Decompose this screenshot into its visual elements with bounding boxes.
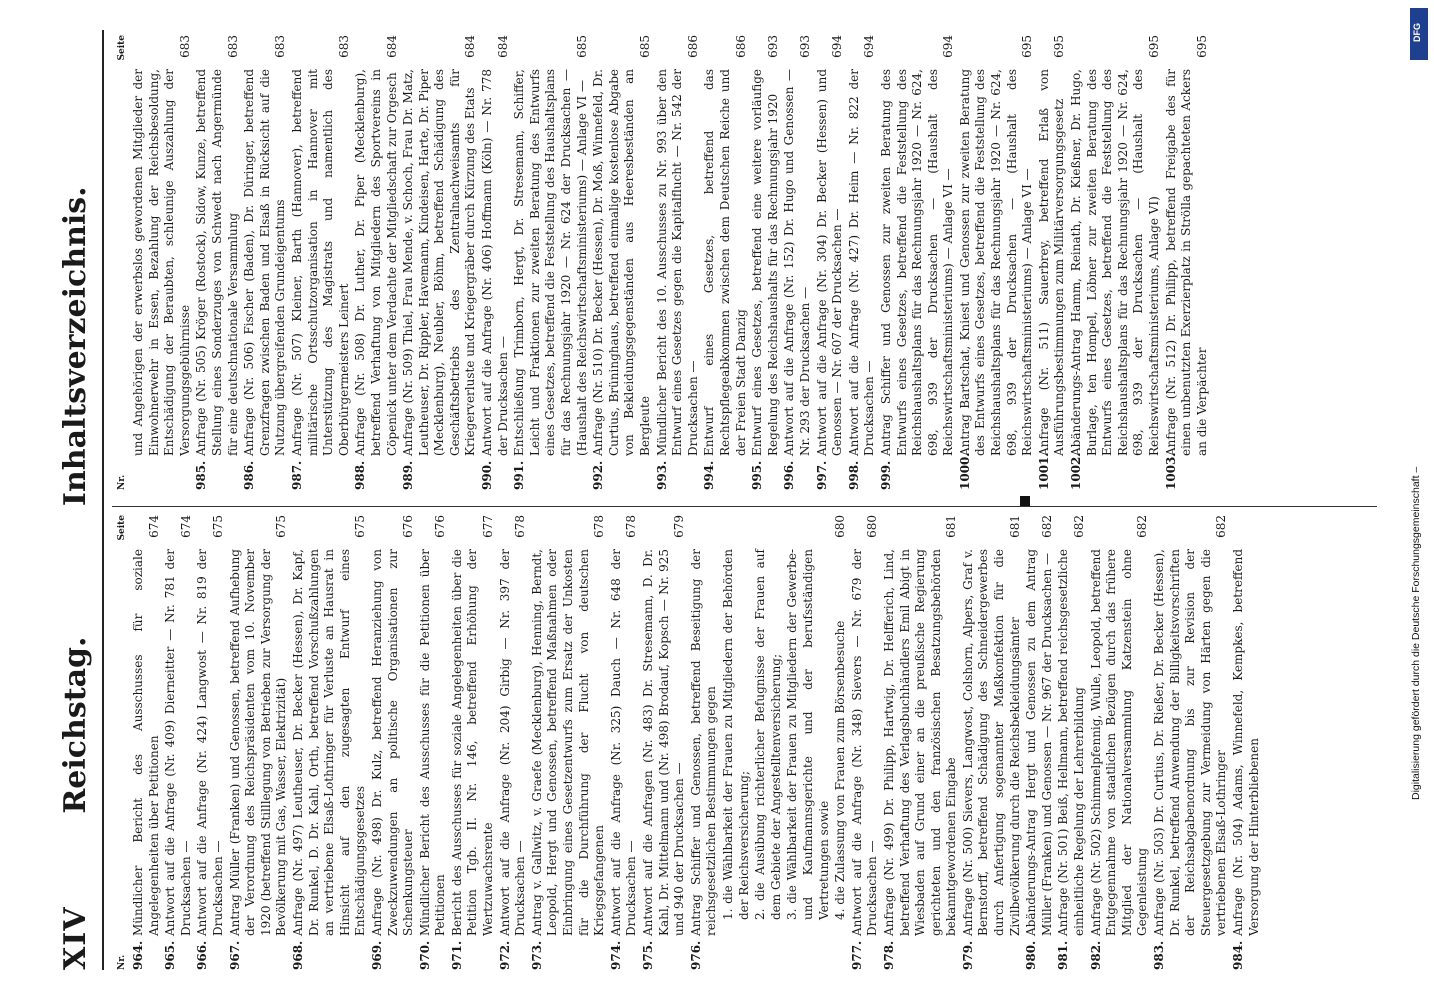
toc-entry (370, 515, 417, 970)
toc-entry (753, 515, 784, 970)
entry-page: 682 (1214, 515, 1229, 538)
right-column-header (115, 35, 129, 490)
right-column (115, 35, 1375, 490)
entry-page: 682 (1135, 515, 1150, 538)
entry-number: 994. (702, 460, 717, 490)
entry-text: Anfrage (Nr. 507) Kleiner, Barth (Hannover), betreffend militärische Ortsschutzorganisation in Hannover mit Unterstützung des Magistrats und namentlich des Oberbürgermeisters Leinert (289, 69, 351, 456)
entry-text: Antwort auf die Anfrage (Nr. 427) Dr. Heim — Nr. 822 der Drucksachen — (846, 69, 877, 456)
entry-number: 982. (1088, 940, 1103, 970)
page-header (58, 30, 98, 970)
entry-number: 1003. (1163, 452, 1178, 490)
entry-page: 678 (624, 515, 639, 538)
entry-page: 695 (1052, 35, 1067, 58)
entry-page: 676 (401, 515, 416, 538)
seite-header: Seite (117, 515, 127, 541)
entry-text: Antwort auf die Anfrage (Nr. 152) Dr. Hugo und Genossen — Nr. 293 der Drucksachen — (782, 69, 812, 456)
entry-text: Anfrage (Nr. 500) Sievers, Langwost, Colshorn, Alpers, Graf v. Bernstorff, betreffend Schädigung des Schneidergewerbes durch Anfertigung sogenannter Maßkonfektion für die Zivilbevölkerung durch die Reichsbekleidungsämter (960, 549, 1022, 936)
toc-entry (195, 515, 226, 970)
entry-text: Antwort auf die Anfrage (Nr. 304) Dr. Becker (Hessen) und Genossen — Nr. 607 der Drucksachen — (814, 69, 845, 456)
entry-number: 999. (878, 460, 893, 490)
entry-page: 685 (574, 35, 589, 58)
entry-page: 683 (336, 35, 351, 58)
toc-entry (1069, 35, 1163, 490)
entry-number: 990. (480, 460, 495, 490)
toc-entry (689, 515, 720, 970)
entry-number: 983. (1152, 940, 1166, 970)
entry-page: 683 (273, 35, 288, 58)
entry-number: 969. (369, 940, 384, 970)
entry-page: 686 (685, 35, 700, 58)
entry-text: 3. die Wählbarkeit der Frauen zu Mitgliedern der Gewerbe- und Kaufmannsgerichte und der berufsständigen Vertretungen sowie (785, 549, 831, 920)
entry-page: 679 (672, 515, 687, 538)
entry-text: Anfrage (Nr. 511) Sauerbrey, betreffend Erlaß von Ausführungsbestimmungen zum Militärversorgungsgesetz (1036, 69, 1067, 456)
toc-entry (131, 515, 162, 970)
entry-page: 695 (1020, 35, 1035, 58)
entry-number: 986. (242, 460, 257, 490)
toc-entry (591, 35, 653, 490)
entry-page: 694 (862, 35, 877, 58)
entry-page: 685 (638, 35, 652, 58)
toc-entry (721, 515, 752, 970)
entry-text: Anfrage (Nr. 508) Dr. Luther, Dr. Piper (Mecklenburg), betreffend Verhaftung von Mitgliedern des Sportvereins in Cöpenick unter dem Verdachte der Mitgliedschaft zur Orgesch (353, 69, 399, 456)
entry-page: 675 (353, 515, 368, 538)
entry-number: 997. (814, 460, 829, 490)
entry-text: Antwort auf die Anfrage (Nr. 204) Girbig — Nr. 397 der Drucksachen — (497, 549, 528, 936)
toc-entry (290, 35, 352, 490)
toc-entry (291, 515, 369, 970)
entry-text: Anfrage (Nr. 504) Adams, Winnefeld, Kempkes, betreffend Versorgung der Hinterbliebenen (1230, 549, 1261, 936)
nr-header: Nr. (117, 474, 127, 490)
entry-number: 967. (227, 940, 242, 970)
toc-entry (785, 515, 832, 970)
entry-number: 996. (782, 460, 797, 490)
entry-text: Bericht des Ausschusses für soziale Angelegenheiten über die Petition Tgb. II. Nr. 146, betreffend Erhöhung der Wertzuwachsrente (449, 549, 496, 936)
entry-number: 992. (591, 460, 606, 490)
entry-page: 678 (592, 515, 607, 538)
entry-number: 995. (750, 460, 765, 490)
entry-text: Antrag v. Gallwitz, v. Graefe (Mecklenburg), Henning, Berndt, Leopold, Hergt und Genossen, betreffend Maßnahmen oder Einbringung eines Gesetzentwurfs zum Ersatz der Unkosten für die Durchführung der Flucht von deutschen Kriegsgefangenen (529, 549, 607, 936)
entry-text: Antwort auf die Anfragen (Nr. 483) Dr. Stresemann, D. Dr. Kahl, Dr. Mittelmann und (Nr. 498) Brodauf, Kopsch — Nr. 925 und 940 der Drucksachen — (641, 549, 687, 936)
toc-entry (228, 515, 290, 970)
toc-entry (609, 515, 640, 970)
entry-text: Anfrage (Nr. 499) Dr. Philipp, Hartwig, Dr. Helfferich, Lind, betreffend Verhaftung des Verlagsbuchhändlers Emil Abigt in Wiesbaden auf Grund einer an die preußische Regierung gerichteten und den französischen Besatzungsbehörden bekanntgewordenen Eingabe (881, 549, 959, 936)
entry-page: 674 (178, 515, 193, 538)
entry-page: 680 (833, 515, 848, 538)
toc-entry (353, 35, 400, 490)
entry-text: Entwurf eines Gesetzes, betreffend das Rechtspflegeabkommen zwischen dem Deutschen Reiche und der Freien Stadt Danzig (702, 69, 748, 456)
header-rule (102, 30, 104, 970)
entry-page: 678 (513, 515, 528, 538)
entry-text: Antwort auf die Anfrage (Nr. 424) Langwost — Nr. 819 der Drucksachen — (195, 549, 225, 936)
entry-page: 680 (865, 515, 880, 538)
entry-number: 968. (290, 940, 305, 970)
left-column-header (115, 515, 129, 970)
column-divider (112, 506, 1377, 507)
entry-text: Mündlicher Bericht des Ausschusses für soziale Angelegenheiten über Petitionen (131, 549, 161, 936)
page-title (58, 30, 93, 970)
entry-page: 675 (210, 515, 225, 538)
entry-number: 993. (654, 460, 669, 490)
toc-entry (530, 515, 608, 970)
entry-number: 964. (131, 940, 145, 970)
toc-entry (1089, 515, 1151, 970)
nr-header: Nr. (117, 954, 127, 970)
entry-text: Mündlicher Bericht des Ausschusses für die Petitionen über Petitionen (417, 549, 448, 936)
entry-number: 965. (163, 940, 178, 970)
toc-entry (480, 35, 511, 490)
entry-number: 991. (512, 460, 527, 490)
toc-entry (450, 515, 497, 970)
entry-page: 684 (495, 35, 510, 58)
toc-entry (1037, 35, 1068, 490)
entry-number: 979. (960, 940, 975, 970)
entry-number: 972. (497, 940, 512, 970)
entry-text: Antrag Müller (Franken) und Genossen, betreffend Aufhebung der Verordnung des Reichspräsidenten vom 10. November 1920 (betreffend Stilllegung von Betrieben zur Versorgung der Bevölkerung mit Gas, Wasser, Elektrizität) (227, 549, 289, 936)
entry-page: 693 (797, 35, 812, 58)
entry-page: 694 (830, 35, 845, 58)
toc-entry (1024, 515, 1055, 970)
seite-header: Seite (117, 35, 127, 61)
entry-text: Abänderungs-Antrag Hamm, Reinath, Dr. Kießner, Dr. Hugo, Burlage, ten Hompel, Löbner zur zweiten Beratung des Entwurfs eines Gesetzes, betreffend die Feststellung des Reichshaushaltsplans für das Rechnungsjahr 1920 — Nr. 624, 698, 939 der Drucksachen — (Haushalt des Reichswirtschaftsministeriums, Anlage VI) (1069, 69, 1161, 456)
entry-page: 684 (384, 35, 399, 58)
entry-number: 973. (529, 940, 544, 970)
entry-text: Abänderungs-Antrag Hergt und Genossen zu dem Antrag Müller (Franken) und Genossen — Nr. 967 der Drucksachen — (1024, 549, 1054, 936)
entry-number: 985. (194, 460, 209, 490)
entry-page: 686 (733, 35, 748, 58)
entry-number: 966. (195, 940, 210, 970)
entry-number: 998. (846, 460, 861, 490)
toc-entry (1152, 515, 1230, 970)
entry-text: 1. die Wählbarkeit der Frauen zu Mitgliedern der Behörden der Reichsversicherung; (720, 549, 751, 920)
entry-number: 984. (1230, 940, 1245, 970)
entry-number: 989. (401, 460, 416, 490)
right-entries (131, 35, 1210, 490)
entry-number: 988. (353, 460, 368, 490)
entry-number: 1000. (957, 452, 972, 490)
toc-entry (750, 35, 781, 490)
toc-entry (242, 35, 289, 490)
entry-text: Entschließung Trimborn, Hergt, Dr. Stresemann, Schiffer, Leicht und Fraktionen zur zweiten Beratung des Entwurfs eines Gesetzes, betreffend die Feststellung des Haushaltsplans für das Rechnungsjahr 1920 — Nr. 624 der Drucksachen — (Haushalt des Reichswirtschaftsministeriums) — Anlage VI — (512, 69, 589, 456)
entry-number: 1001. (1036, 452, 1051, 490)
entry-page: 694 (941, 35, 956, 58)
page-number: XIV (58, 906, 93, 970)
toc-entry (131, 35, 193, 490)
entry-text: Anfrage (Nr. 509) Thiel, Frau Mende, v. Schoch, Frau Dr. Matz, Leutheuser, Dr. Rippler, Havemann, Kindeisen, Harte, Dr. Piper (Mecklenburg), Neubler, Böhm, betreffend Schädigung des Geschäftsbetriebs des Zentralnachweisamts für Kriegerverluste und Kriegergräber durch Kürzung des Etats (401, 69, 478, 456)
entry-text: Anfrage (Nr. 512) Dr. Philipp, betreffend Freigabe des für einen unbenutzten Exerzierplatz in Strölla gepachteten Ackers an die Verpächter (1163, 69, 1209, 456)
toc-entry (1231, 515, 1262, 970)
entry-number: 970. (417, 940, 432, 970)
entry-text: 4. die Zulassung von Frauen zum Börsenbesuche (833, 620, 848, 920)
toc-entry (782, 35, 813, 490)
entry-text: Anfrage (Nr. 502) Schimmelpfennig, Wulle, Leopold, betreffend Entgegennahme von staatlichen Bezügen durch das frühere Mitglied der Nationalversammlung Katzenstein ohne Gegenleistung (1088, 549, 1150, 936)
entry-number: 1002. (1069, 452, 1084, 490)
toc-entry (194, 35, 241, 490)
entry-page: 683 (225, 35, 240, 58)
entry-text: 2. die Ausübung richterlicher Befugnisse der Frauen auf dem Gebiete der Angestelltenversicherung; (753, 549, 783, 920)
entry-text: Antrag Schiffer und Genossen, betreffend Beseitigung der reichsgesetzlichen Bestimmungen gegen (688, 549, 719, 936)
toc-entry (879, 35, 957, 490)
entry-page: 684 (463, 35, 478, 58)
toc-entry (850, 515, 881, 970)
toc-entry (655, 35, 702, 490)
entry-text: Antrag Schiffer und Genossen zur zweiten Beratung des Entwurfs eines Gesetzes, betreffend die Feststellung des Reichshaushaltsplans für das Rechnungsjahr 1920 — Nr. 624, 698, 939 der Drucksachen — (Haushalt des Reichswirtschaftsministeriums) — Anlage VI — (878, 69, 956, 456)
entry-text: Anfrage (Nr. 497) Leutheuser, Dr. Becker (Hessen), Dr. Kapf, Dr. Runkel, D. Dr. Kahl, Orth, betreffend Vorschußzahlungen an vertriebene Elsaß-Lothringer für Verluste an Hausrat in Hinsicht auf den zugesagten Entwurf eines Entschädigungsgesetzes (290, 549, 368, 936)
entry-number: 975. (641, 940, 655, 970)
left-column (115, 515, 1375, 970)
toc-entry (847, 35, 878, 490)
entry-text: Anfrage (Nr. 505) Kröger (Rostock), Sidow, Kunze, betreffend Stellung eines Sonderzuges von Schwedt nach Angermünde für eine deutschnationale Versammlung (194, 69, 240, 456)
entry-number: 980. (1024, 940, 1039, 970)
toc-entry (512, 35, 590, 490)
entry-number: 978. (881, 940, 896, 970)
entry-text: und Angehörigen der erwerbslos gewordenen Mitglieder der Einwohnerwehr in Essen, Bezahlung der Reichsbesoldung, Entschädigung der Beraubten, schleunige Auszahlung der Versorgungsgebührnisse (131, 69, 192, 456)
digitization-note (1410, 120, 1426, 800)
entry-number: 971. (449, 940, 464, 970)
entry-page: 695 (1194, 35, 1209, 58)
entry-text: Antwort auf die Anfrage (Nr. 409) Dierneitter — Nr. 781 der Drucksachen — (163, 549, 193, 936)
toc-entry (833, 515, 849, 970)
entry-text: Mündlicher Bericht des 10. Ausschusses zu Nr. 993 über den Entwurf eines Gesetzes gegen die Kapitalflucht — Nr. 542 der Drucksachen — (654, 69, 700, 456)
entry-text: Anfrage (Nr. 510) Dr. Becker (Hessen), Dr. Moß, Winnefeld, Dr. Curtius, Brüninghaus, betreffend einmalige kostenlose Abgabe von Bekleidungsgegenständen aus Heeresbeständen an Bergleute (591, 69, 652, 456)
toc-entry (1056, 515, 1087, 970)
toc-entry (958, 35, 1036, 490)
entry-text: Antwort auf die Anfrage (Nr. 406) Hoffmann (Köln) — Nr. 778 der Drucksachen — (480, 69, 510, 456)
entry-page: 683 (177, 35, 192, 58)
toc-entry (498, 515, 529, 970)
entry-page: 682 (1072, 515, 1087, 538)
entry-text: Antwort auf die Anfrage (Nr. 348) Sievers — Nr. 679 der Drucksachen — (849, 549, 880, 936)
toc-entry (163, 515, 194, 970)
entry-number: 987. (289, 460, 304, 490)
entry-page: 695 (1147, 35, 1161, 58)
toc-entry (1164, 35, 1211, 490)
toc-entry (702, 35, 749, 490)
scan-marker (1020, 496, 1030, 506)
entry-page: 677 (481, 515, 496, 538)
entry-page: 681 (944, 515, 959, 538)
entry-page: 682 (1039, 515, 1054, 538)
toc-entry (401, 35, 479, 490)
entry-page: 693 (765, 35, 780, 58)
entry-page: 676 (433, 515, 448, 538)
toc-entry (641, 515, 688, 970)
toc-entry (961, 515, 1023, 970)
entry-page: 674 (146, 515, 161, 538)
entry-text: Entwurf eines Gesetzes, betreffend eine weitere vorläufige Regelung des Reichshaushalts für das Rechnungsjahr 1920 (750, 69, 780, 456)
entry-text: Anfrage (Nr. 503) Dr. Curtius, Dr. Rießer, Dr. Becker (Hessen), Dr. Runkel, betreffend Anwendung der Billigkeitsvorschriften der Reichsabgabenordnung bis zur Revision der Steuergesetzgebung zur Vermeidung von Härten gegen die vertriebenen Elsaß-Lothringer (1152, 549, 1229, 936)
entry-text: Antrag Bartschat, Kniest und Genossen zur zweiten Beratung des Entwurfs eines Gesetzes, betreffend die Feststellung des Reichshaushaltsplans für das Rechnungsjahr 1920 — Nr. 624, 698, 939 der Drucksachen — (Haushalt des Reichswirtschaftsministeriums) — Anlage VI — (957, 69, 1035, 456)
dfg-logo: DFG (1410, 8, 1428, 60)
entry-text: Anfrage (Nr. 501) Beiß, Hellmann, betreffend reichsgesetzliche einheitliche Regelung der Lehrerbildung (1056, 549, 1087, 936)
digitization-note-text: Digitalisierung gefördert durch die Deutsche Forschungsgemeinschaft – (1410, 466, 1422, 800)
left-entries (131, 515, 1262, 970)
entry-number: 976. (688, 940, 703, 970)
toc-entry (418, 515, 449, 970)
entry-text: Anfrage (Nr. 506) Fischer (Baden), Dr. Düringer, betreffend Grenzfragen zwischen Baden und Elsaß in Rücksicht auf die Nutzung übergreifenden Grundeigentums (242, 69, 288, 456)
toc-entry (882, 515, 960, 970)
entry-text: Anfrage (Nr. 498) Dr. Kulz, betreffend Heranziehung von Zweckzuwendungen an politische Organisationen zur Schenkungsteuer (369, 549, 416, 936)
toc-entry (815, 35, 846, 490)
entry-number: 977. (849, 940, 864, 970)
entry-number: 974. (608, 940, 623, 970)
entry-page: 675 (274, 515, 289, 538)
title-inhaltsverzeichnis: Inhaltsverzeichnis. (58, 186, 93, 507)
entry-number: 981. (1056, 940, 1071, 970)
entry-text: Antwort auf die Anfrage (Nr. 325) Dauch — Nr. 648 der Drucksachen — (608, 549, 639, 936)
title-reichstag: Reichstag. (58, 636, 93, 814)
entry-page: 681 (1007, 515, 1022, 538)
